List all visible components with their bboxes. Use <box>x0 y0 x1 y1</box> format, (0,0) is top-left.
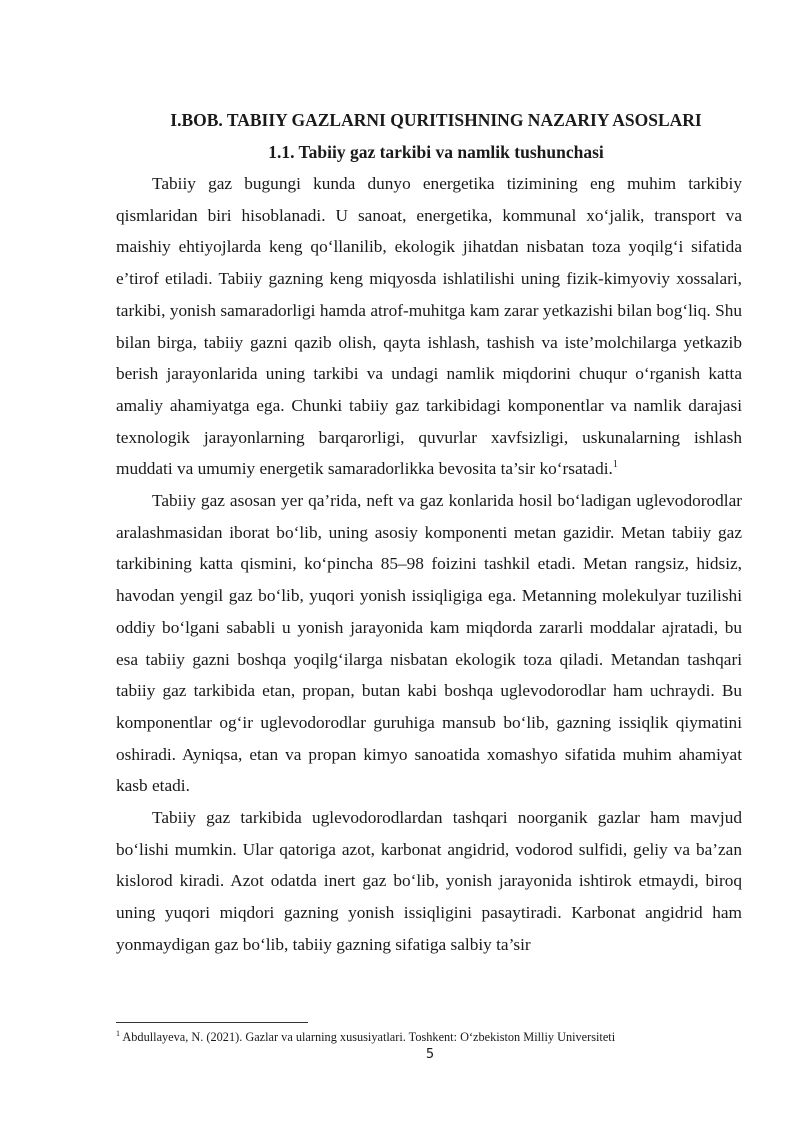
paragraph-2 <box>116 485 742 802</box>
footnote-number: 1 <box>116 1028 120 1038</box>
footnote-text: Abdullayeva, N. (2021). Gazlar va ularning xususiyatlari. Toshkent: O‘zbekiston Milliy Universiteti <box>122 1030 616 1044</box>
paragraph-2-text: Tabiiy gaz asosan yer qa’rida, neft va gaz konlarida hosil bo‘ladigan uglevodorodlar aralashmasidan iborat bo‘lib, uning asosiy komponenti metan gazidir. Metan tabiiy gaz tarkibining katta qismini, ko‘pincha 85–98 foizini tashkil etadi. Metan rangsiz, hidsiz, havodan yengil gaz bo‘lib, yuqori yonish issiqligiga ega. Metanning molekulyar tuzilishi oddiy bo‘lgani sababli u yonish jarayonida kam miqdorda zararli moddalar ajratadi, bu esa tabiiy gazni boshqa yoqilg‘ilarga nisbatan ekologik toza qiladi. Metandan tashqari tabiiy gaz tarkibida etan, propan, butan kabi boshqa uglevodorodlar ham uchraydi. Bu komponentlar og‘ir uglevodorodlar guruhiga mansub bo‘lib, gazning issiqlik qiymatini oshiradi. Ayniqsa, etan va propan kimyo sanoatida xomashyo sifatida muhim ahamiyat kasb etadi. <box>116 491 742 796</box>
footnote-reference[interactable]: 1 <box>612 459 618 471</box>
paragraph-1 <box>116 168 742 485</box>
section-title: 1.1. Tabiiy gaz tarkibi va namlik tushunchasi <box>268 142 604 162</box>
footnote <box>116 1029 756 1045</box>
paragraph-3 <box>116 802 742 961</box>
footnote-divider <box>116 1022 308 1023</box>
page-number: 5 <box>425 1047 435 1062</box>
paragraph-3-text: Tabiiy gaz tarkibida uglevodorodlardan tashqari noorganik gazlar ham mavjud bo‘lishi mumkin. Ular qatoriga azot, karbonat angidrid, vodorod sulfidi, geliy va ba’zan kislorod kiradi. Azot odatda inert gaz bo‘lib, yonish jarayonida ishtirok etmaydi, biroq uning yuqori miqdori gazning yonish issiqligini pasaytiradi. Karbonat angidrid ham yonmaydigan gaz bo‘lib, tabiiy gazning sifatiga salbiy ta’sir <box>116 808 742 954</box>
paragraph-1-text: Tabiiy gaz bugungi kunda dunyo energetika tizimining eng muhim tarkibiy qismlaridan biri hisoblanadi. U sanoat, energetika, kommunal xo‘jalik, transport va maishiy ehtiyojlarda keng qo‘llanilib, ekologik jihatdan nisbatan toza yoqilg‘i sifatida e’tirof etiladi. Tabiiy gazning keng miqyosda ishlatilishi uning fizik-kimyoviy xossalari, tarkibi, yonish samaradorligi hamda atrof-muhitga kam zarar yetkazishi bilan bog‘liq. Shu bilan birga, tabiiy gazni qazib olish, qayta ishlash, tashish va iste’molchilarga yetkazib berish jarayonlarida uning tarkibi va undagi namlik miqdorini chuqur o‘rganish katta amaliy ahamiyatga ega. Chunki tabiiy gaz tarkibidagi komponentlar va namlik darajasi texnologik jarayonlarning barqarorligi, quvurlar xavfsizligi, uskunalarning ishlash muddati va umumiy energetik samaradorlikka bevosita ta’sir ko‘rsatadi. <box>116 174 742 479</box>
chapter-title: I.BOB. TABIIY GAZLARNI QURITISHNING NAZARIY ASOSLARI <box>170 110 702 130</box>
document-page <box>116 104 742 961</box>
